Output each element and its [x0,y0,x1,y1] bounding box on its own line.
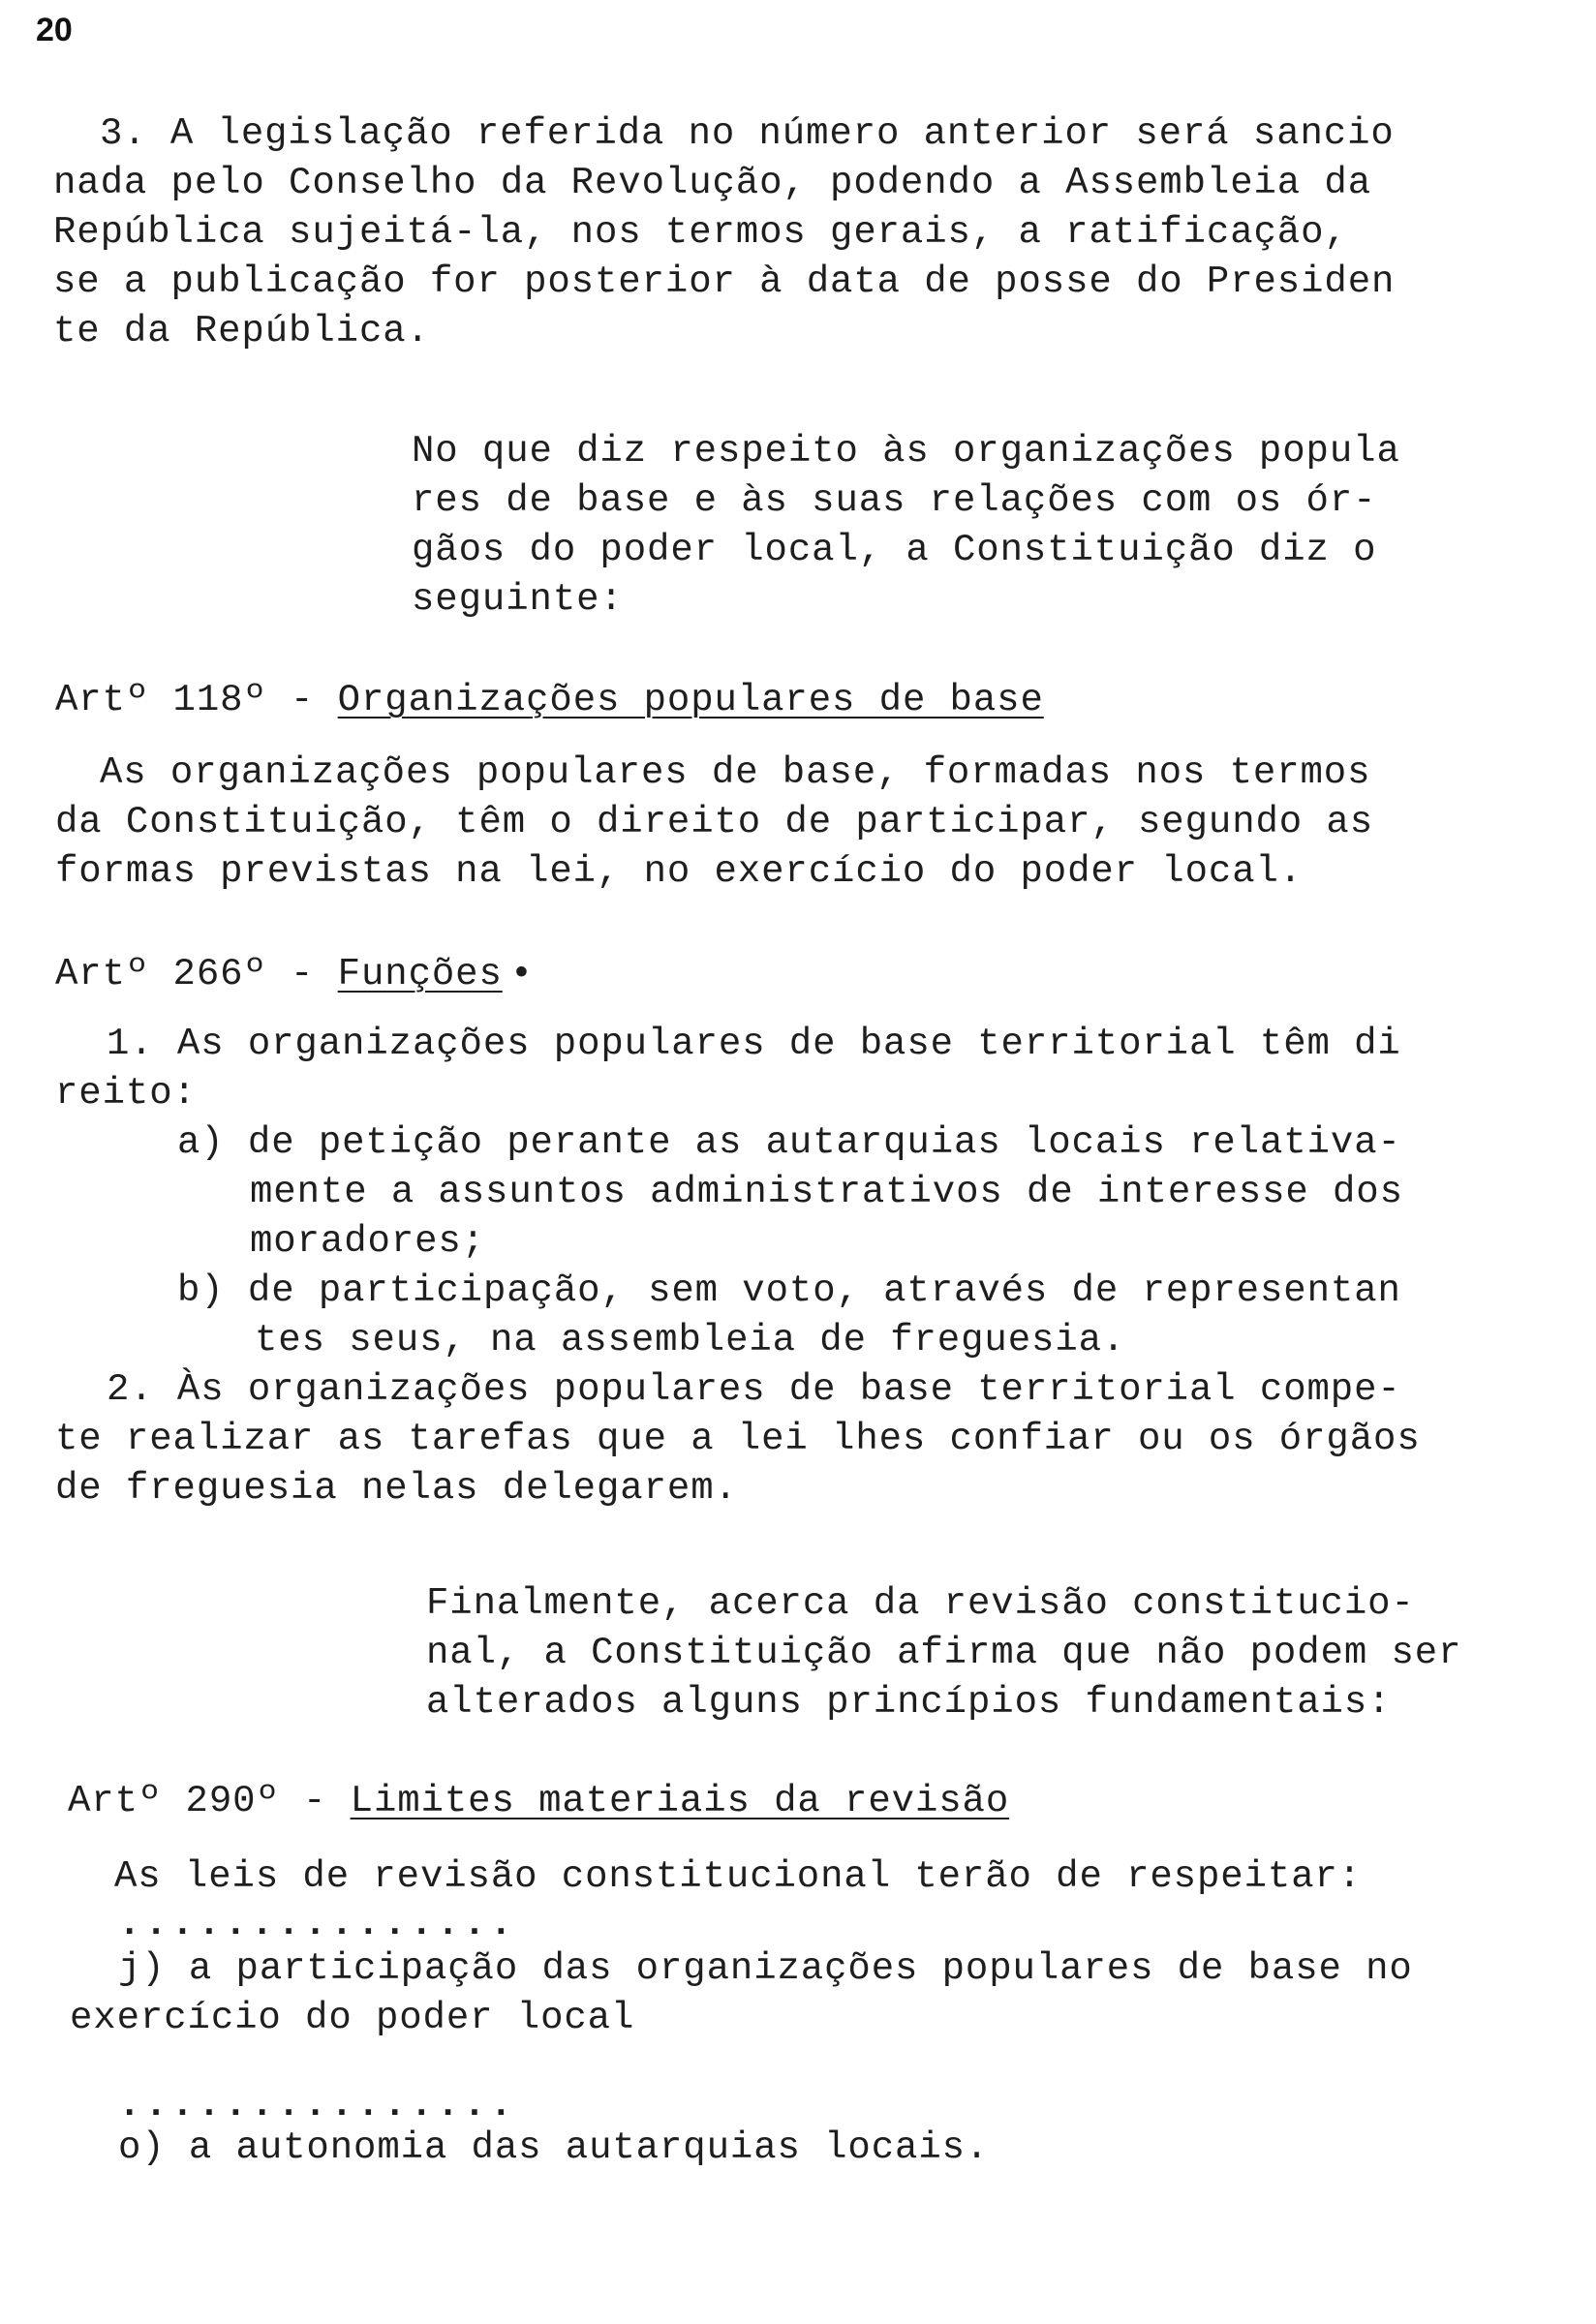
intro-2-line-2: nal, a Constituição afirma que não podem ser [426,1632,1462,1674]
article-290-item-o: o) a autonomia das autarquias locais. [118,2126,990,2169]
intro-1-line-1: No que diz respeito às organizações popula [412,430,1400,473]
article-290-ellipsis-2: ............... [118,2084,517,2126]
article-266-item-1-line-1: 1. As organizações populares de base territorial têm di [107,1023,1401,1065]
article-118-line-3: formas previstas na lei, no exercício do poder local. [55,850,1304,893]
article-290-title: Limites materiais da revisão [350,1780,1010,1822]
paragraph-3-line-3: República sujeitá-la, nos termos gerais, a ratificação, [53,211,1348,254]
article-266-item-a-line-3: moradores; [250,1220,486,1263]
article-118-line-1: As organizações populares de base, formadas nos termos [100,751,1371,794]
paragraph-3-line-4: se a publicação for posterior à data de posse do Presiden [53,260,1396,303]
intro-1-line-4: seguinte: [412,578,624,621]
article-118-line-2: da Constituição, têm o direito de participar, segundo as [55,801,1374,843]
paragraph-3-line-5: te da República. [53,310,430,352]
article-266-item-2-line-1: 2. Às organizações populares de base territorial compe- [107,1368,1401,1411]
article-290-intro: As leis de revisão constitucional terão de respeitar: [114,1855,1363,1898]
article-266-item-a-line-2: mente a assuntos administrativos de interesse dos [250,1171,1403,1213]
article-118-title: Organizações populares de base [337,679,1044,721]
article-266-item-b-line-2: tes seus, na assembleia de freguesia. [255,1319,1126,1361]
article-266-item-a-line-1: a) de petição perante as autarquias locais relativa- [177,1121,1401,1164]
article-266-number: Artº 266º - [55,953,338,995]
intro-2-line-3: alterados alguns princípios fundamentais: [426,1681,1392,1724]
article-118-number: Artº 118º - [55,679,338,721]
article-266-item-2-line-2: te realizar as tarefas que a lei lhes confiar ou os órgãos [55,1418,1421,1460]
article-266-title-mark: • [509,953,535,995]
page-number: 20 [36,12,73,48]
article-290-ellipsis-1: ............... [118,1903,517,1945]
paragraph-3-line-1: 3. A legislação referida no número anterior será sancio [100,112,1395,155]
article-266-item-2-line-3: de freguesia nelas delegarem. [55,1467,738,1510]
paragraph-3-line-2: nada pelo Conselho da Revolução, podendo a Assembleia da [53,162,1372,204]
article-290-item-j-line-2: exercício do poder local [70,1997,635,2039]
intro-2-line-1: Finalmente, acerca da revisão constitucio- [426,1582,1415,1625]
article-290-number: Artº 290º - [68,1780,351,1822]
intro-1-line-3: gãos do poder local, a Constituição diz o [412,529,1377,571]
article-118-heading [55,675,1044,725]
article-266-item-1-line-2: reito: [55,1072,197,1115]
intro-1-line-2: res de base e às suas relações com os ór- [412,479,1377,522]
article-290-item-j-line-1: j) a participação das organizações populares de base no [118,1947,1413,1990]
article-290-heading [68,1776,1009,1826]
article-266-heading [55,949,534,999]
article-266-title: Funções [337,953,503,995]
article-266-item-b-line-1: b) de participação, sem voto, através de representan [177,1269,1401,1312]
